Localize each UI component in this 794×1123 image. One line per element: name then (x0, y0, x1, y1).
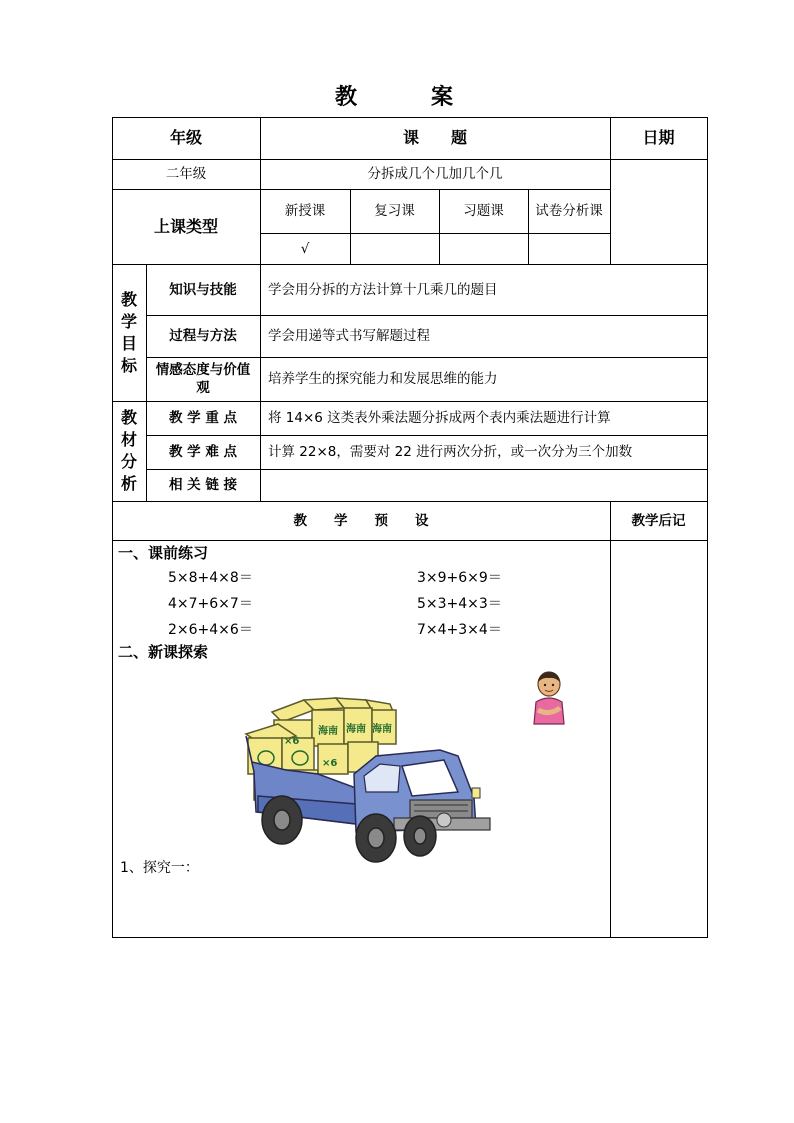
header-topic: 课 题 (402, 128, 467, 147)
header-grade: 年级 (169, 128, 202, 147)
goal-content-knowledge: 学会用分拆的方法计算十几乘几的题目 (268, 281, 498, 298)
goal-label-attitude: 情感态度与价值观 (155, 362, 251, 396)
section-pre-exercise: 一、课前练习 (118, 544, 209, 562)
goal-label-process: 过程与方法 (169, 328, 237, 344)
table-border-right (707, 117, 708, 938)
lesson-type-review: 复习课 (374, 203, 415, 219)
analysis-label-char: 材 (120, 430, 137, 449)
exercise-left-2: 4×7+6×7＝ (168, 596, 253, 612)
box-count-label: ×6 (322, 758, 338, 769)
box-label: 海南 (346, 724, 366, 735)
lesson-type-label: 上课类型 (153, 216, 218, 236)
analysis-label-key: 教 学 重 点 (168, 410, 238, 426)
exercise-left-3: 2×6+4×6＝ (168, 622, 253, 638)
analysis-label-char: 析 (120, 474, 137, 493)
goals-label (112, 264, 146, 401)
analysis-label-char: 分 (120, 452, 137, 471)
lesson-type-new: 新授课 (284, 203, 326, 219)
analysis-content-links (260, 469, 707, 501)
header-date: 日期 (642, 128, 675, 147)
analysis-label-links: 相 关 链 接 (168, 477, 238, 493)
row-divider (112, 540, 708, 541)
analysis-label (112, 401, 146, 501)
analysis-content-key: 将 14×6 这类表外乘法题分拆成两个表内乘法题进行计算 (268, 410, 611, 426)
lesson-type-exam: 试卷分析课 (535, 203, 603, 219)
section-new-lesson: 二、新课探索 (118, 643, 209, 661)
box-count-label: ×6 (284, 736, 300, 747)
explore-1-label: 1、探究一： (120, 860, 199, 876)
truck-illustration (244, 692, 494, 864)
lesson-type-check: √ (300, 240, 310, 257)
topic-value: 分拆成几个几加几个几 (367, 166, 503, 182)
exercise-right-1: 3×9+6×9＝ (417, 570, 502, 586)
grade-value: 二年级 (165, 166, 207, 182)
goals-label-char: 教 (120, 289, 137, 309)
goals-label-char: 学 (120, 311, 137, 331)
boy-illustration (530, 670, 566, 726)
exercise-right-2: 5×3+4×3＝ (417, 596, 502, 612)
analysis-label-difficulty: 教 学 难 点 (168, 444, 238, 460)
goal-label-knowledge: 知识与技能 (169, 281, 237, 298)
goals-label-char: 目 (120, 333, 137, 353)
col-divider (610, 501, 611, 938)
goal-content-attitude: 培养学生的探究能力和发展思维的能力 (268, 371, 498, 387)
box-label: 海南 (318, 726, 338, 737)
col-divider (528, 189, 529, 265)
analysis-content-difficulty: 计算 22×8，需要对 22 进行两次分折，或一次分为三个加数 (268, 444, 633, 460)
goals-label-char: 标 (120, 355, 137, 375)
goal-content-process: 学会用递等式书写解题过程 (268, 328, 430, 344)
plan-header: 教 学 预 设 (293, 512, 429, 529)
analysis-label-char: 教 (120, 408, 137, 427)
notes-header: 教学后记 (631, 512, 686, 529)
exercise-left-1: 5×8+4×8＝ (168, 570, 253, 586)
page-title: 教 案 (334, 85, 479, 110)
lesson-type-exercise: 习题课 (463, 203, 504, 219)
exercise-right-3: 7×4+3×4＝ (417, 622, 502, 638)
table-border-bottom (112, 937, 708, 938)
box-label: 海南 (372, 724, 392, 735)
